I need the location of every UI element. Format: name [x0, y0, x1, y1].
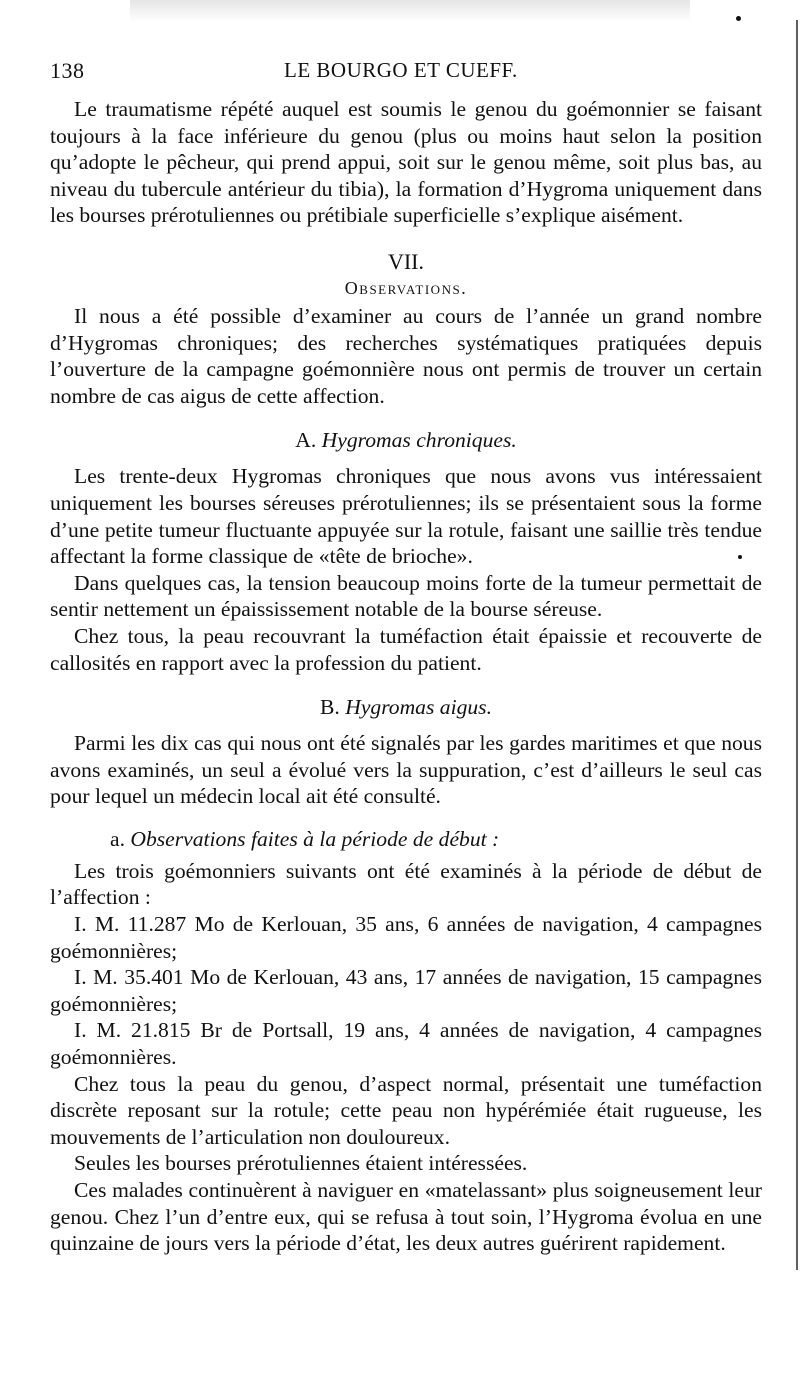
subsection-a-letter: A.: [295, 428, 317, 453]
case-entry: I. M. 35.401 Mo de Kerlouan, 43 ans, 17 années de navigation, 15 campagnes goémonnières;: [50, 965, 762, 1016]
section-title: Observations.: [344, 277, 468, 298]
page-number: 138: [50, 58, 85, 83]
page-header: [50, 58, 762, 88]
paragraph: Chez tous, la peau recouvrant la tuméfaction était épaissie et recouverte de callosités en rapport avec la profession du patient.: [50, 623, 762, 675]
paragraph: Chez tous la peau du genou, d’aspect normal, présentait une tuméfaction discrète reposant sur la rotule; cette peau non hypérémiée était rugueuse, les mouvements de l’articulation non douloureux.: [50, 1071, 762, 1149]
subsection-b-title: Hygromas aigus.: [345, 695, 492, 720]
section-number: VII.: [387, 248, 425, 274]
observations-heading: [50, 826, 762, 852]
subsection-a-title: Hygromas chroniques.: [321, 428, 517, 453]
case-entry: I. M. 11.287 Mo de Kerlouan, 35 ans, 6 années de navigation, 4 campagnes goémonnières;: [50, 912, 762, 963]
observations-title: Observations faites à la période de début :: [130, 826, 500, 851]
observations-letter: a.: [110, 826, 125, 851]
running-head: LE BOURGO ET CUEFF.: [284, 58, 518, 82]
scan-speck: [736, 16, 741, 21]
observations-intro: Les trois goémonniers suivants ont été examinés à la période de début de l’affection :: [50, 858, 762, 910]
scan-shadow-top: [130, 0, 690, 22]
paragraph: Seules les bourses prérotuliennes étaient intéressées.: [74, 1151, 528, 1176]
body-text: [50, 96, 762, 1257]
case-entry: I. M. 21.815 Br de Portsall, 19 ans, 4 années de navigation, 4 campagnes goémonnières.: [50, 1018, 762, 1070]
paragraph: Parmi les dix cas qui nous ont été signalés par les gardes maritimes et que nous avons examinés, un seul a évolué vers la suppuration, c’est d’ailleurs le seul cas pour lequel un médecin local ait été consulté.: [50, 731, 762, 809]
paragraph: Les trente-deux Hygromas chroniques que nous avons vus intéressaient uniquement les bourses séreuses prérotuliennes; ils se présentaient sous la forme d’une petite tumeur fluctuante appuyée sur la rotule, faisant une saillie très tendue affectant la forme classique de «tête de brioche».: [50, 464, 762, 569]
subsection-b-heading: [50, 694, 762, 720]
paragraph: Dans quelques cas, la tension beaucoup moins forte de la tumeur permettait de sentir nettement un épaississement notable de la bourse séreuse.: [50, 570, 762, 622]
subsection-b-letter: B.: [320, 695, 340, 720]
intro-paragraph: Le traumatisme répété auquel est soumis le genou du goémonnier se faisant toujours à la face inférieure du genou (plus ou moins haut selon la position qu’adopte le pêcheur, qui prend appui, soit sur le genou même, soit plus bas, au niveau du tubercule antérieur du tibia), la formation d’Hygroma uniquement dans les bourses prérotuliennes ou prétibiale superficielle s’explique aisément.: [50, 97, 762, 228]
page-edge-line: [796, 20, 798, 1270]
subsection-a-heading: [50, 427, 762, 453]
paragraph: Ces malades continuèrent à naviguer en «matelassant» plus soigneusement leur genou. Chez l’un d’entre eux, qui se refusa à tout soin, l’Hygroma évolua en une quinzaine de jours vers la période d’état, les deux autres guérirent rapidement.: [50, 1178, 762, 1256]
section-intro: Il nous a été possible d’examiner au cours de l’année un grand nombre d’Hygromas chroniques; des recherches systématiques pratiquées depuis l’ouverture de la campagne goémonnière nous ont permis de trouver un certain nombre de cas aigus de cette affection.: [50, 303, 762, 408]
